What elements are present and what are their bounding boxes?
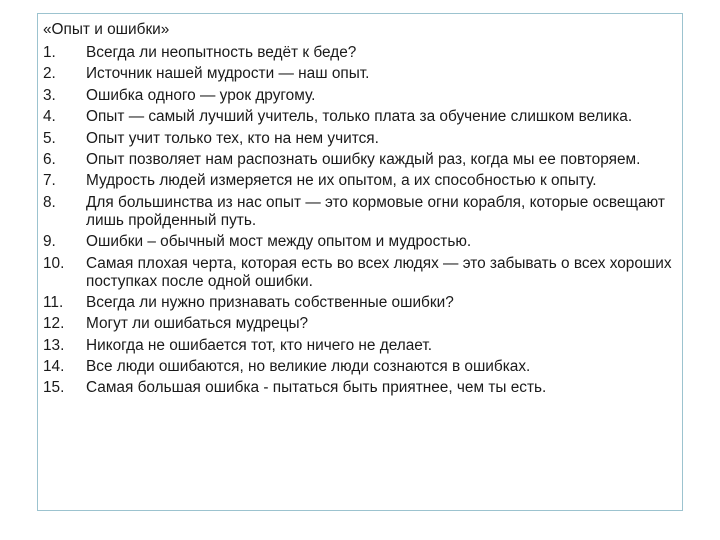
slide-title: «Опыт и ошибки»: [43, 21, 170, 38]
item-text: Опыт — самый лучший учитель, только плата за обучение слишком велика.: [86, 108, 633, 126]
item-text: Никогда не ошибается тот, кто ничего не делает.: [86, 336, 432, 354]
item-text: Источник нашей мудрости — наш опыт.: [86, 65, 370, 83]
item-text: Все люди ошибаются, но великие люди сознаются в ошибках.: [86, 358, 531, 376]
slide-content: [43, 20, 679, 401]
item-number: 14.: [43, 358, 65, 376]
item-text: Могут ли ошибаться мудрецы?: [86, 315, 309, 333]
list-item: [43, 358, 679, 376]
list-item: [43, 294, 679, 312]
item-text: Ошибка одного — урок другому.: [86, 86, 316, 104]
item-number: 15.: [43, 379, 65, 397]
item-text: Опыт позволяет нам распознать ошибку каждый раз, когда мы ее повторяем.: [86, 150, 641, 168]
item-text: Мудрость людей измеряется не их опытом, а их способностью к опыту.: [86, 172, 597, 190]
list-item: [43, 315, 679, 333]
list-item: [43, 337, 679, 355]
list-item: [43, 44, 679, 62]
list-item: [43, 172, 679, 190]
item-number: 12.: [43, 315, 65, 333]
item-number: 8.: [43, 193, 56, 211]
item-number: 6.: [43, 150, 56, 168]
item-number: 13.: [43, 336, 65, 354]
item-text: Самая большая ошибка - пытаться быть приятнее, чем ты есть.: [86, 379, 547, 397]
list-item: [43, 194, 679, 230]
list-item: [43, 255, 679, 291]
item-text: Для большинства из нас опыт — это кормовые огни корабля, которые освещают лишь пройденный путь.: [86, 193, 665, 229]
list-item: [43, 233, 679, 251]
item-number: 5.: [43, 129, 56, 147]
item-number: 2.: [43, 65, 56, 83]
list-item: [43, 65, 679, 83]
item-number: 7.: [43, 172, 56, 190]
item-text: Самая плохая черта, которая есть во всех людях — это забывать о всех хороших поступках после одной ошибки.: [86, 254, 672, 290]
list-item: [43, 87, 679, 105]
item-text: Всегда ли нужно признавать собственные ошибки?: [86, 293, 454, 311]
quotes-list: [43, 44, 679, 397]
list-item: [43, 151, 679, 169]
item-number: 4.: [43, 108, 56, 126]
list-item: [43, 130, 679, 148]
item-text: Ошибки – обычный мост между опытом и мудростью.: [86, 233, 472, 251]
list-item: [43, 108, 679, 126]
item-text: Всегда ли неопытность ведёт к беде?: [86, 44, 357, 61]
item-number: 3.: [43, 86, 56, 104]
item-number: 10.: [43, 254, 65, 272]
item-text: Опыт учит только тех, кто на нем учится.: [86, 129, 379, 147]
item-number: 11.: [43, 293, 64, 311]
item-number: 9.: [43, 233, 56, 251]
item-number: 1.: [43, 44, 56, 61]
list-item: [43, 379, 679, 397]
